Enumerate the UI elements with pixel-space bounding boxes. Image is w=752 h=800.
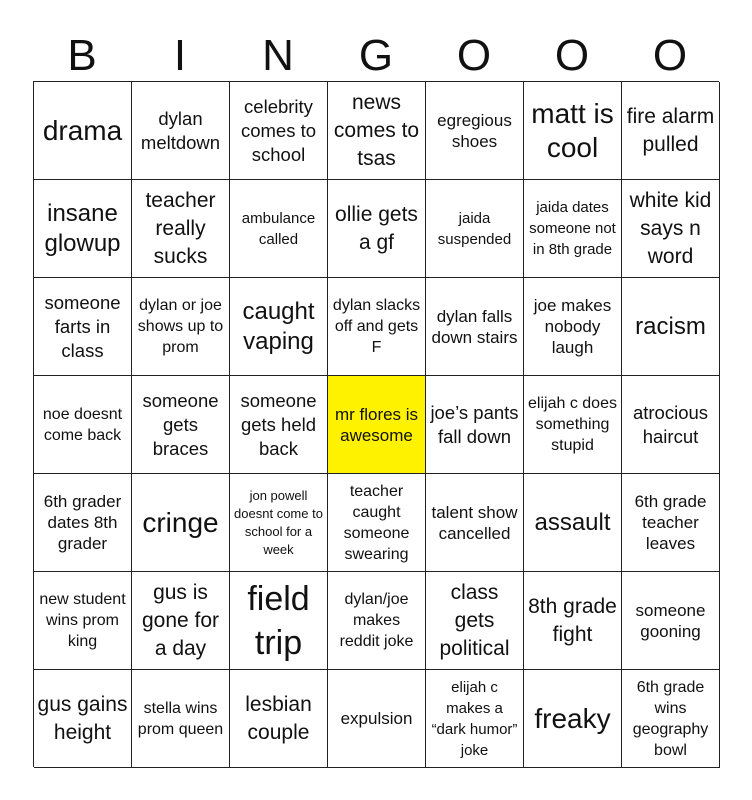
header-letter: G [358, 31, 394, 80]
bingo-cell[interactable] [524, 180, 622, 278]
bingo-cell[interactable] [230, 376, 328, 474]
bingo-cell[interactable] [524, 278, 622, 376]
bingo-cell[interactable] [328, 474, 426, 572]
cell-label: 6th grade teacher leaves [634, 492, 707, 553]
cell-label: gus gains height [37, 692, 128, 744]
cell-label: mr flores is awesome [334, 404, 419, 445]
cell-label: ollie gets a gf [335, 202, 418, 254]
bingo-cell[interactable] [524, 670, 622, 768]
cell-label: joe makes nobody laugh [533, 296, 612, 357]
cell-label: caught vaping [242, 297, 315, 355]
bingo-cell[interactable] [230, 670, 328, 768]
bingo-cell[interactable] [230, 82, 328, 180]
cell-label: atrocious haircut [632, 401, 709, 447]
cell-label: dylan meltdown [140, 107, 221, 153]
bingo-cell[interactable] [34, 474, 132, 572]
cell-label: ambulance called [241, 209, 316, 248]
cell-label: dylan/joe makes reddit joke [339, 591, 414, 650]
cell-label: jaida suspended [437, 209, 512, 248]
bingo-cell[interactable] [426, 278, 524, 376]
bingo-cell[interactable] [426, 474, 524, 572]
header-letter: O [456, 31, 492, 80]
header-letter: O [652, 31, 688, 80]
bingo-cell[interactable] [524, 474, 622, 572]
bingo-cell[interactable] [622, 474, 720, 572]
bingo-cell[interactable] [34, 572, 132, 670]
cell-label: fire alarm pulled [626, 104, 715, 156]
bingo-cell[interactable] [426, 670, 524, 768]
bingo-cell[interactable] [328, 572, 426, 670]
bingo-cell[interactable] [132, 474, 230, 572]
cell-label: dylan falls down stairs [431, 306, 518, 347]
bingo-board [33, 81, 719, 767]
bingo-cell[interactable] [132, 572, 230, 670]
cell-label: noe doesnt come back [42, 405, 123, 444]
bingo-cell[interactable] [524, 376, 622, 474]
bingo-cell[interactable] [524, 82, 622, 180]
bingo-cell[interactable] [426, 82, 524, 180]
cell-label: 6th grade wins geography bowl [632, 678, 709, 759]
bingo-cell[interactable] [622, 670, 720, 768]
bingo-cell[interactable] [132, 376, 230, 474]
cell-label: freaky [534, 702, 611, 734]
cell-label: someone gets held back [240, 389, 317, 459]
cell-label: someone gets braces [142, 389, 219, 459]
bingo-cell[interactable] [524, 572, 622, 670]
header-letter: O [554, 31, 590, 80]
bingo-cell[interactable] [34, 82, 132, 180]
header-letter: N [262, 31, 294, 80]
cell-label: new student wins prom king [39, 591, 126, 650]
cell-label: assault [534, 508, 611, 536]
bingo-cell[interactable] [132, 82, 230, 180]
cell-label: 6th grader dates 8th grader [43, 492, 122, 553]
header-letter: I [173, 31, 187, 80]
bingo-cell[interactable] [230, 180, 328, 278]
bingo-cell[interactable] [34, 278, 132, 376]
cell-label: jon powell doesnt come to school for a week [234, 487, 323, 557]
bingo-cell[interactable] [132, 278, 230, 376]
cell-label: drama [42, 114, 123, 146]
cell-label: celebrity comes to school [240, 95, 317, 165]
cell-label: news comes to tsas [333, 90, 420, 170]
bingo-cell[interactable] [328, 82, 426, 180]
bingo-cell[interactable] [34, 670, 132, 768]
header-letter: B [67, 31, 97, 80]
cell-label: teacher caught someone swearing [343, 482, 410, 563]
cell-label: teacher really sucks [145, 188, 216, 268]
bingo-cell[interactable] [230, 474, 328, 572]
cell-label: jaida dates someone not in 8th grade [529, 199, 616, 258]
bingo-header [33, 30, 719, 82]
bingo-cell[interactable] [34, 376, 132, 474]
bingo-cell[interactable] [426, 572, 524, 670]
cell-label: talent show cancelled [431, 502, 518, 543]
cell-label: elijah c does something stupid [528, 395, 617, 454]
cell-label: elijah c makes a “dark humor” joke [431, 678, 518, 759]
cell-label: cringe [142, 506, 219, 538]
bingo-cell[interactable] [328, 278, 426, 376]
cell-label: 8th grade fight [528, 594, 617, 646]
bingo-cell[interactable] [426, 180, 524, 278]
cell-label: joe’s pants fall down [430, 401, 519, 447]
bingo-cell[interactable] [426, 376, 524, 474]
cell-label: white kid says n word [629, 188, 712, 268]
cell-label: lesbian couple [245, 692, 312, 744]
cell-label: expulsion [340, 709, 413, 728]
bingo-cell[interactable] [622, 376, 720, 474]
bingo-cell[interactable] [230, 278, 328, 376]
bingo-cell[interactable] [230, 572, 328, 670]
cell-label: field trip [247, 579, 310, 662]
bingo-cell[interactable] [622, 82, 720, 180]
cell-label: dylan or joe shows up to prom [137, 297, 224, 356]
bingo-cell[interactable] [34, 180, 132, 278]
free-space-cell[interactable] [328, 376, 426, 474]
cell-label: someone gooning [635, 600, 706, 641]
cell-label: gus is gone for a day [141, 580, 220, 660]
cell-label: class gets political [439, 580, 510, 660]
cell-label: racism [635, 312, 706, 340]
bingo-cell[interactable] [622, 278, 720, 376]
bingo-cell[interactable] [328, 180, 426, 278]
cell-label: stella wins prom queen [137, 699, 224, 738]
bingo-cell[interactable] [622, 180, 720, 278]
bingo-cell[interactable] [622, 572, 720, 670]
bingo-cell[interactable] [132, 670, 230, 768]
bingo-cell[interactable] [328, 670, 426, 768]
cell-label: dylan slacks off and gets F [332, 297, 421, 356]
cell-label: matt is cool [531, 97, 614, 163]
cell-label: someone farts in class [44, 291, 121, 361]
cell-label: egregious shoes [437, 110, 512, 151]
bingo-cell[interactable] [132, 180, 230, 278]
cell-label: insane glowup [44, 199, 121, 257]
